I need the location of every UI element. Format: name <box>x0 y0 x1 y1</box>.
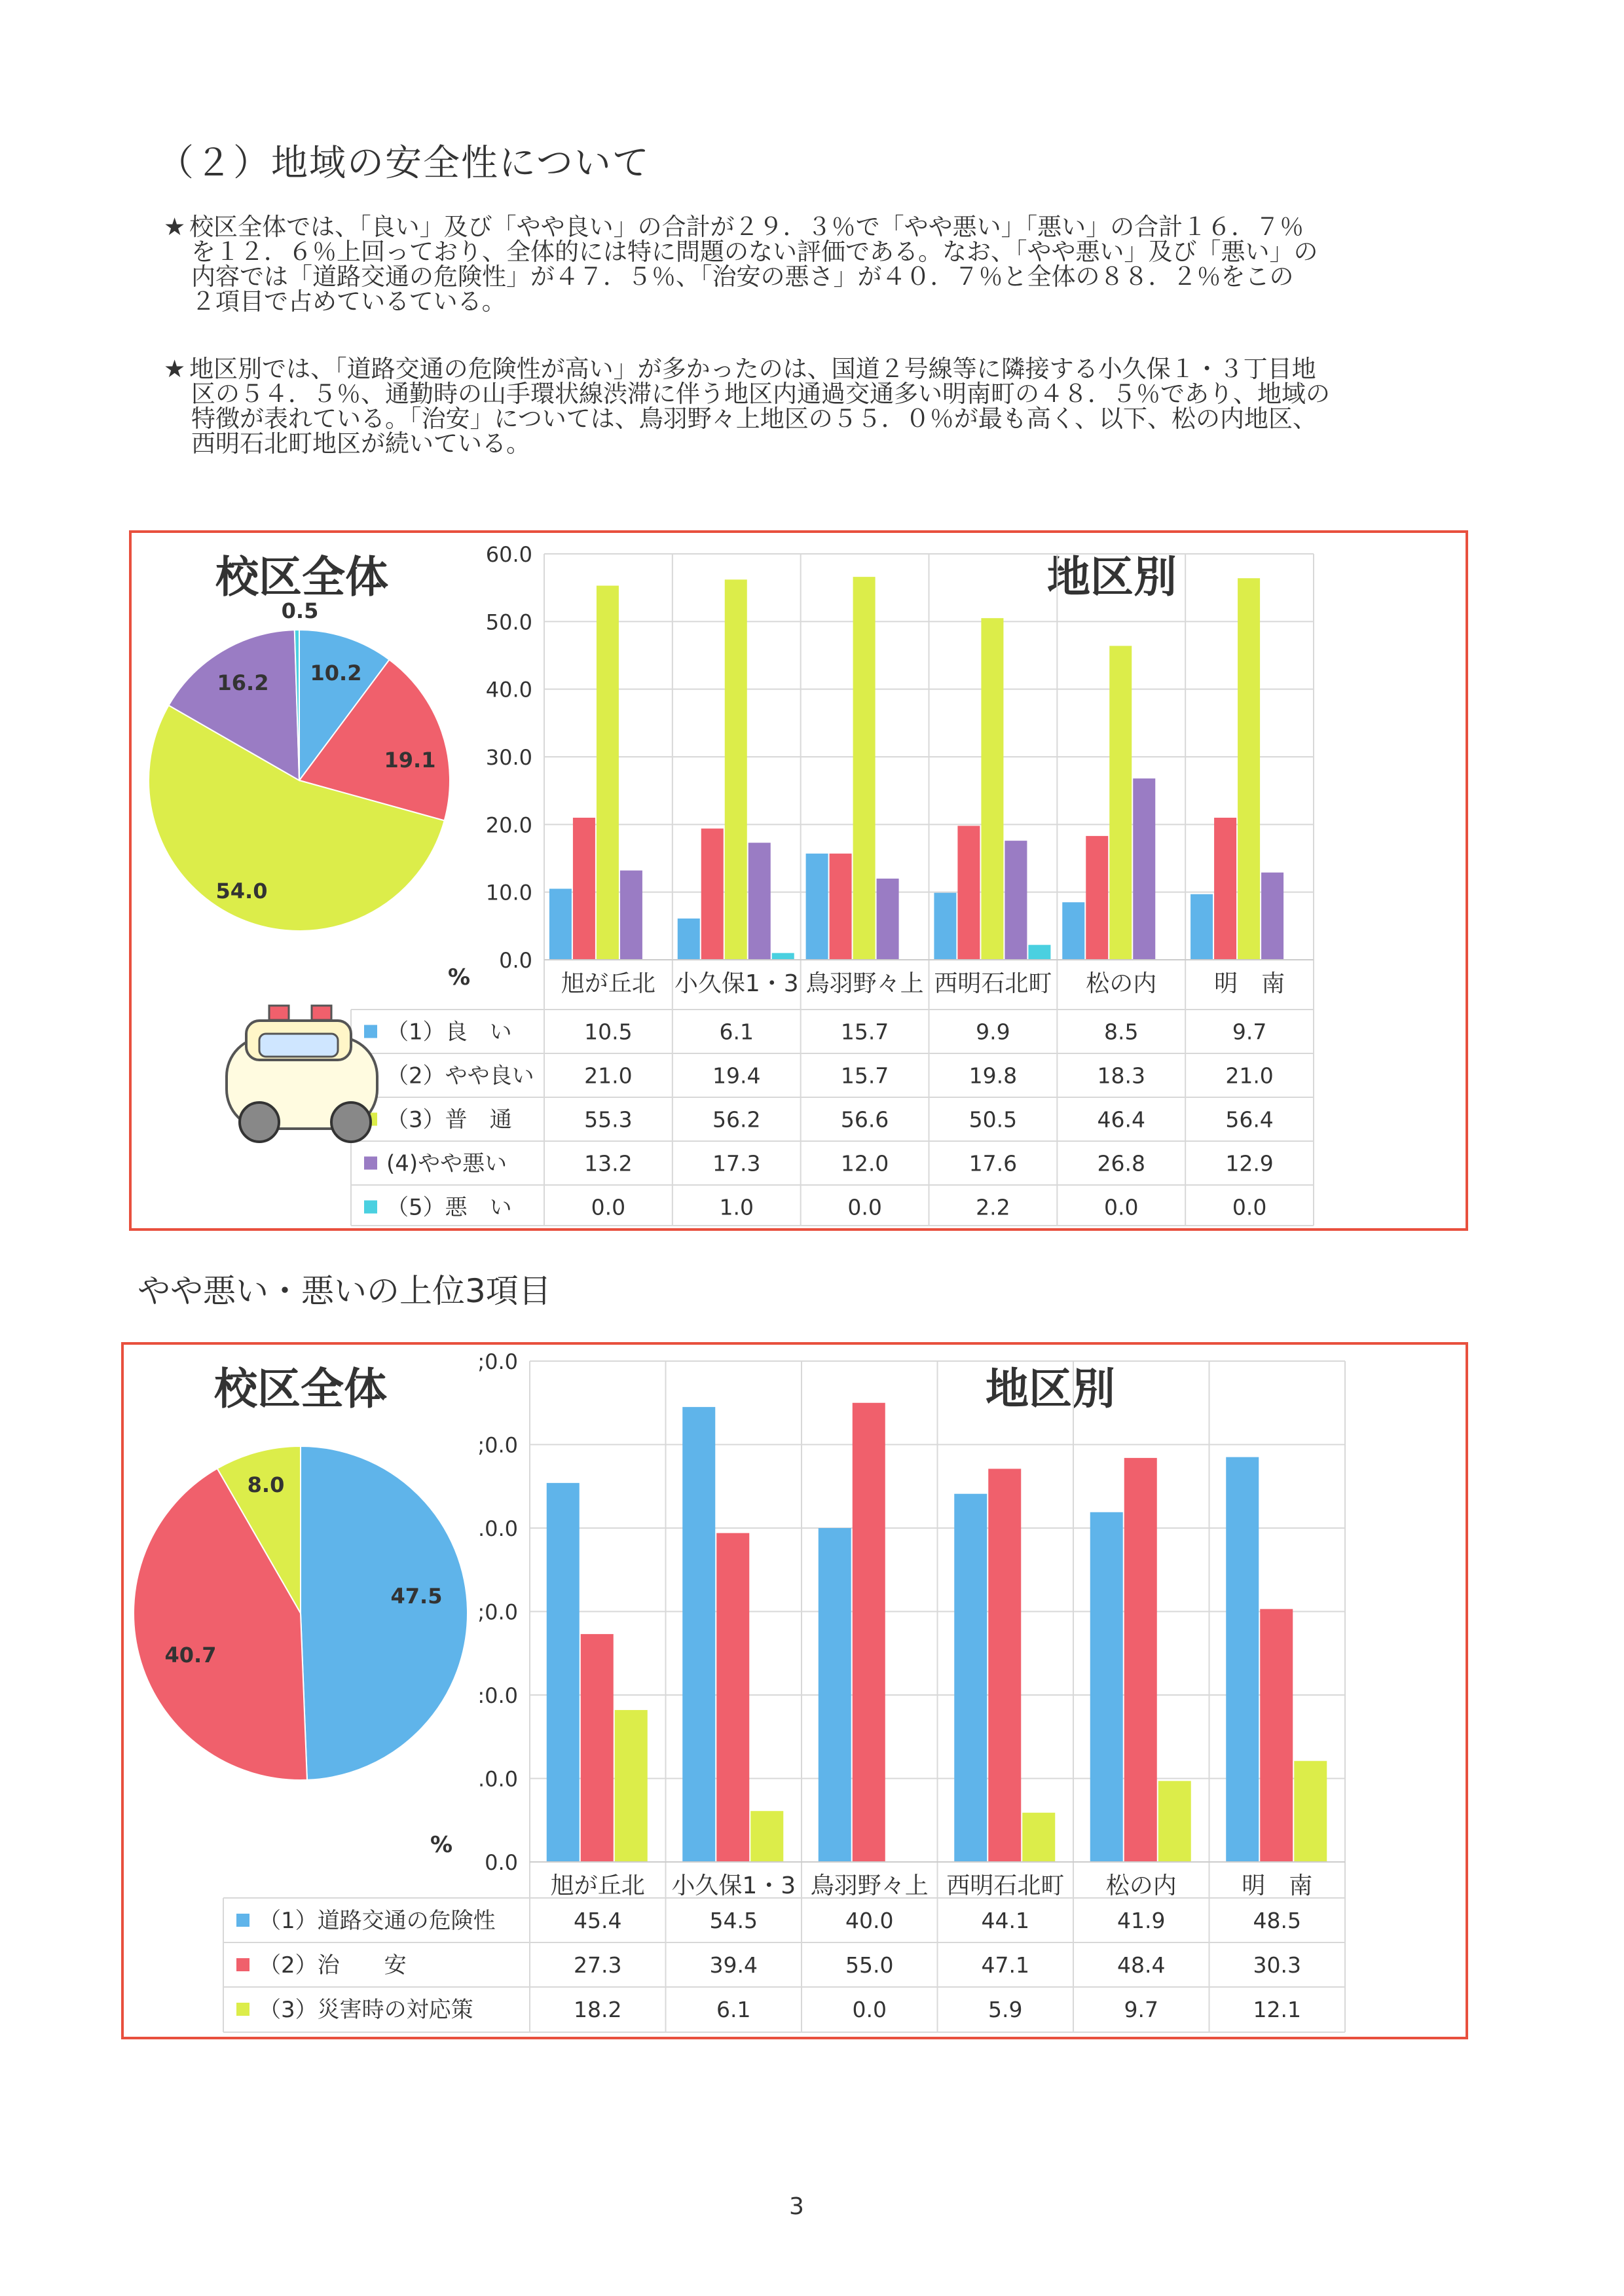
data-table-cell: 0.0 <box>591 1194 626 1220</box>
data-table-cell: 0.0 <box>847 1194 882 1220</box>
bar <box>597 586 619 960</box>
data-table-cell: 0.0 <box>1232 1194 1267 1220</box>
bar <box>682 1407 715 1862</box>
y-tick-label: .0.0 <box>477 1766 518 1792</box>
bar <box>806 854 828 960</box>
bar <box>819 1528 851 1862</box>
data-table-cell: 21.0 <box>1225 1063 1274 1089</box>
data-table-cell: 15.7 <box>840 1063 889 1089</box>
y-tick-label: 60.0 <box>485 542 532 567</box>
pie-title: 校区全体 <box>215 552 388 602</box>
data-table-cell: 41.9 <box>1117 1908 1166 1933</box>
bar <box>725 579 747 960</box>
x-tick-label: 小久保1・3 <box>671 1872 796 1899</box>
data-table-cell: 21.0 <box>584 1063 633 1089</box>
data-table-cell: 56.4 <box>1225 1106 1274 1133</box>
data-table-cell: 17.3 <box>712 1150 761 1176</box>
y-tick-label: ;0.0 <box>477 1432 518 1458</box>
unit-label: % <box>447 964 471 991</box>
data-table-cell: 55.3 <box>584 1106 633 1133</box>
legend-label: （1）良 い <box>386 1019 512 1046</box>
x-tick-label: 松の内 <box>1086 970 1157 997</box>
x-tick-label: 旭が丘北 <box>550 1872 645 1899</box>
legend-label: （2）やや良い <box>386 1063 534 1089</box>
bar <box>1124 1458 1157 1862</box>
pie-data-label: 19.1 <box>384 748 436 773</box>
data-table-cell: 6.1 <box>716 1997 751 2022</box>
legend-swatch <box>236 2003 249 2016</box>
data-table-cell: 19.4 <box>712 1063 761 1089</box>
data-table-cell: 9.7 <box>1232 1019 1267 1045</box>
bar <box>853 1403 885 1862</box>
star-icon: ★ <box>164 213 186 241</box>
pie-data-label: 47.5 <box>390 1584 443 1609</box>
paragraph-line: ★ 校区全体では、「良い」及び「やや良い」の合計が２９．３％で「やや悪い」「悪い」の合計１６．７％ <box>164 213 1304 241</box>
bar <box>830 854 852 960</box>
y-tick-label: 0.0 <box>499 948 532 973</box>
data-table-cell: 48.5 <box>1253 1908 1301 1933</box>
data-table-cell: 19.8 <box>969 1063 1018 1089</box>
y-tick-label: .0.0 <box>477 1516 518 1541</box>
paragraph-line: を１２．６％上回っており、全体的には特に問題のない評価である。なお、「やや悪い」及び「悪い」の <box>191 238 1318 266</box>
data-table-cell: 54.5 <box>709 1908 758 1933</box>
data-table-cell: 0.0 <box>1104 1194 1139 1220</box>
x-tick-label: 小久保1・3 <box>674 970 799 997</box>
pie-data-label: 40.7 <box>164 1643 217 1667</box>
pie-data-label: 0.5 <box>281 598 319 623</box>
bar <box>1238 578 1260 960</box>
legend-label: （2）治 安 <box>259 1952 407 1978</box>
taxi-car-illustration <box>227 1006 377 1142</box>
bar <box>615 1710 648 1862</box>
pie-data-label: 10.2 <box>310 661 362 685</box>
y-tick-label: 20.0 <box>485 812 532 838</box>
paragraph-line: ★ 地区別では、「道路交通の危険性が高い」が多かったのは、国道２号線等に隣接する小久保１・３丁目地 <box>164 355 1316 383</box>
y-tick-label: 0.0 <box>485 1850 518 1875</box>
bar <box>988 1468 1021 1862</box>
legend-label: （1）道路交通の危険性 <box>259 1908 496 1934</box>
bar <box>1190 894 1213 960</box>
bar <box>678 919 700 960</box>
data-table-cell: 9.7 <box>1124 1997 1158 2022</box>
pie-slice <box>301 1446 468 1780</box>
data-table-cell: 44.1 <box>981 1908 1029 1933</box>
bar <box>620 871 642 960</box>
data-table-cell: 15.7 <box>840 1019 889 1045</box>
y-tick-label: 50.0 <box>485 610 532 635</box>
page-number: 3 <box>789 2193 804 2220</box>
data-table-cell: 40.0 <box>845 1908 894 1933</box>
bar <box>1109 646 1132 960</box>
data-table-cell: 56.2 <box>712 1106 761 1133</box>
y-tick-label: ;0.0 <box>477 1349 518 1374</box>
data-table-cell: 5.9 <box>988 1997 1023 2022</box>
bar <box>1261 873 1283 960</box>
bar <box>1158 1781 1191 1862</box>
bar <box>1086 836 1108 960</box>
data-table-cell: 12.9 <box>1225 1150 1274 1176</box>
y-tick-label: ;0.0 <box>477 1599 518 1625</box>
data-table-cell: 39.4 <box>709 1952 758 1978</box>
chart-1 <box>132 533 1466 1228</box>
data-table-cell: 6.1 <box>719 1019 754 1045</box>
legend-label: （5）悪 い <box>386 1194 512 1221</box>
data-table-cell: 26.8 <box>1097 1150 1145 1176</box>
bar <box>957 826 980 960</box>
unit-label: % <box>430 1832 453 1858</box>
legend-swatch <box>236 1914 249 1927</box>
x-tick-label: 鳥羽野々上 <box>805 970 924 997</box>
data-table-cell: 48.4 <box>1117 1952 1166 1978</box>
bar <box>1090 1512 1123 1862</box>
subheading: やや悪い・悪いの上位3項目 <box>138 1272 551 1310</box>
bar <box>748 843 771 960</box>
bar <box>934 893 956 960</box>
section-title: （２）地域の安全性について <box>157 142 650 185</box>
y-tick-label: :0.0 <box>477 1683 518 1708</box>
legend-label: （3）普 通 <box>386 1106 512 1133</box>
data-table-cell: 2.2 <box>976 1194 1010 1220</box>
bar <box>1226 1457 1259 1862</box>
paragraph-1 <box>164 215 1318 314</box>
data-table-cell: 46.4 <box>1097 1106 1145 1133</box>
y-tick-label: 10.0 <box>485 880 532 905</box>
bar <box>1028 945 1050 960</box>
data-table-cell: 30.3 <box>1253 1952 1301 1978</box>
x-tick-label: 松の内 <box>1105 1872 1177 1899</box>
chart-box-1 <box>129 530 1468 1231</box>
pie-data-label: 8.0 <box>247 1472 285 1497</box>
paragraph-line: ２項目で占めているている。 <box>191 287 506 316</box>
data-table-cell: 47.1 <box>981 1952 1029 1978</box>
bar <box>1022 1813 1055 1862</box>
bar-title: 地区別 <box>986 1364 1115 1414</box>
bar <box>853 577 876 960</box>
bar <box>716 1533 749 1862</box>
bar <box>547 1483 580 1862</box>
data-table-cell: 50.5 <box>969 1106 1018 1133</box>
paragraph-line: 特徴が表れている。「治安」については、鳥羽野々上地区の５５．０％が最も高く、以下、松の内地区、 <box>191 405 1318 433</box>
paragraph-2 <box>164 357 1330 456</box>
bar <box>981 618 1003 960</box>
data-table-cell: 1.0 <box>719 1194 754 1220</box>
legend-label: (4)やや悪い <box>386 1150 507 1177</box>
paragraph-line: 西明石北町地区が続いている。 <box>191 429 530 458</box>
data-table-cell: 56.6 <box>840 1106 889 1133</box>
bar <box>581 1634 614 1862</box>
chart-2 <box>124 1345 1466 2037</box>
y-tick-label: 40.0 <box>485 677 532 702</box>
legend-label: （3）災害時の対応策 <box>259 1997 473 2023</box>
pie-data-label: 54.0 <box>215 879 268 903</box>
pie-data-label: 16.2 <box>217 670 269 695</box>
star-icon: ★ <box>164 355 186 383</box>
x-tick-label: 明 南 <box>1242 1872 1313 1899</box>
data-table-cell: 18.2 <box>574 1997 622 2022</box>
bar-title: 地区別 <box>1047 552 1177 602</box>
bar <box>701 829 724 960</box>
x-tick-label: 鳥羽野々上 <box>810 1872 929 1899</box>
x-tick-label: 西明石北町 <box>946 1872 1065 1899</box>
bar <box>1005 841 1027 960</box>
bar <box>1260 1609 1293 1862</box>
data-table-cell: 12.1 <box>1253 1997 1301 2022</box>
data-table-cell: 18.3 <box>1097 1063 1145 1089</box>
data-table-cell: 9.9 <box>976 1019 1010 1045</box>
bar <box>1062 902 1084 960</box>
legend-swatch <box>236 1958 249 1971</box>
data-table-cell: 17.6 <box>969 1150 1018 1176</box>
pie-title: 校区全体 <box>214 1364 387 1414</box>
data-table-cell: 12.0 <box>840 1150 889 1176</box>
bar <box>1214 818 1236 960</box>
paragraph-line: 内容では「道路交通の危険性」が４７．５％、「治安の悪さ」が４０．７％と全体の８８．２％をこの <box>191 263 1294 291</box>
bar <box>877 879 899 960</box>
y-tick-label: 30.0 <box>485 745 532 770</box>
chart-box-2 <box>121 1342 1468 2039</box>
bar <box>750 1811 783 1862</box>
data-table-cell: 45.4 <box>574 1908 622 1933</box>
legend-swatch <box>364 1157 377 1170</box>
legend-swatch <box>364 1201 377 1214</box>
bar <box>1294 1761 1327 1862</box>
paragraph-line: 区の５４．５％、通勤時の山手環状線渋滞に伴う地区内通過交通多い明南町の４８．５％であり、地域の <box>191 380 1330 408</box>
bar <box>549 889 572 960</box>
data-table-cell: 10.5 <box>584 1019 633 1045</box>
data-table-cell: 27.3 <box>574 1952 622 1978</box>
data-table-cell: 55.0 <box>845 1952 894 1978</box>
data-table-cell: 8.5 <box>1104 1019 1139 1045</box>
bar <box>573 818 595 960</box>
data-table-cell: 0.0 <box>852 1997 887 2022</box>
bar <box>772 953 794 960</box>
bar <box>1133 778 1155 960</box>
legend-swatch <box>364 1025 377 1038</box>
bar <box>954 1494 987 1862</box>
x-tick-label: 旭が丘北 <box>561 970 655 997</box>
x-tick-label: 明 南 <box>1214 970 1285 997</box>
x-tick-label: 西明石北町 <box>934 970 1052 997</box>
data-table-cell: 13.2 <box>584 1150 633 1176</box>
